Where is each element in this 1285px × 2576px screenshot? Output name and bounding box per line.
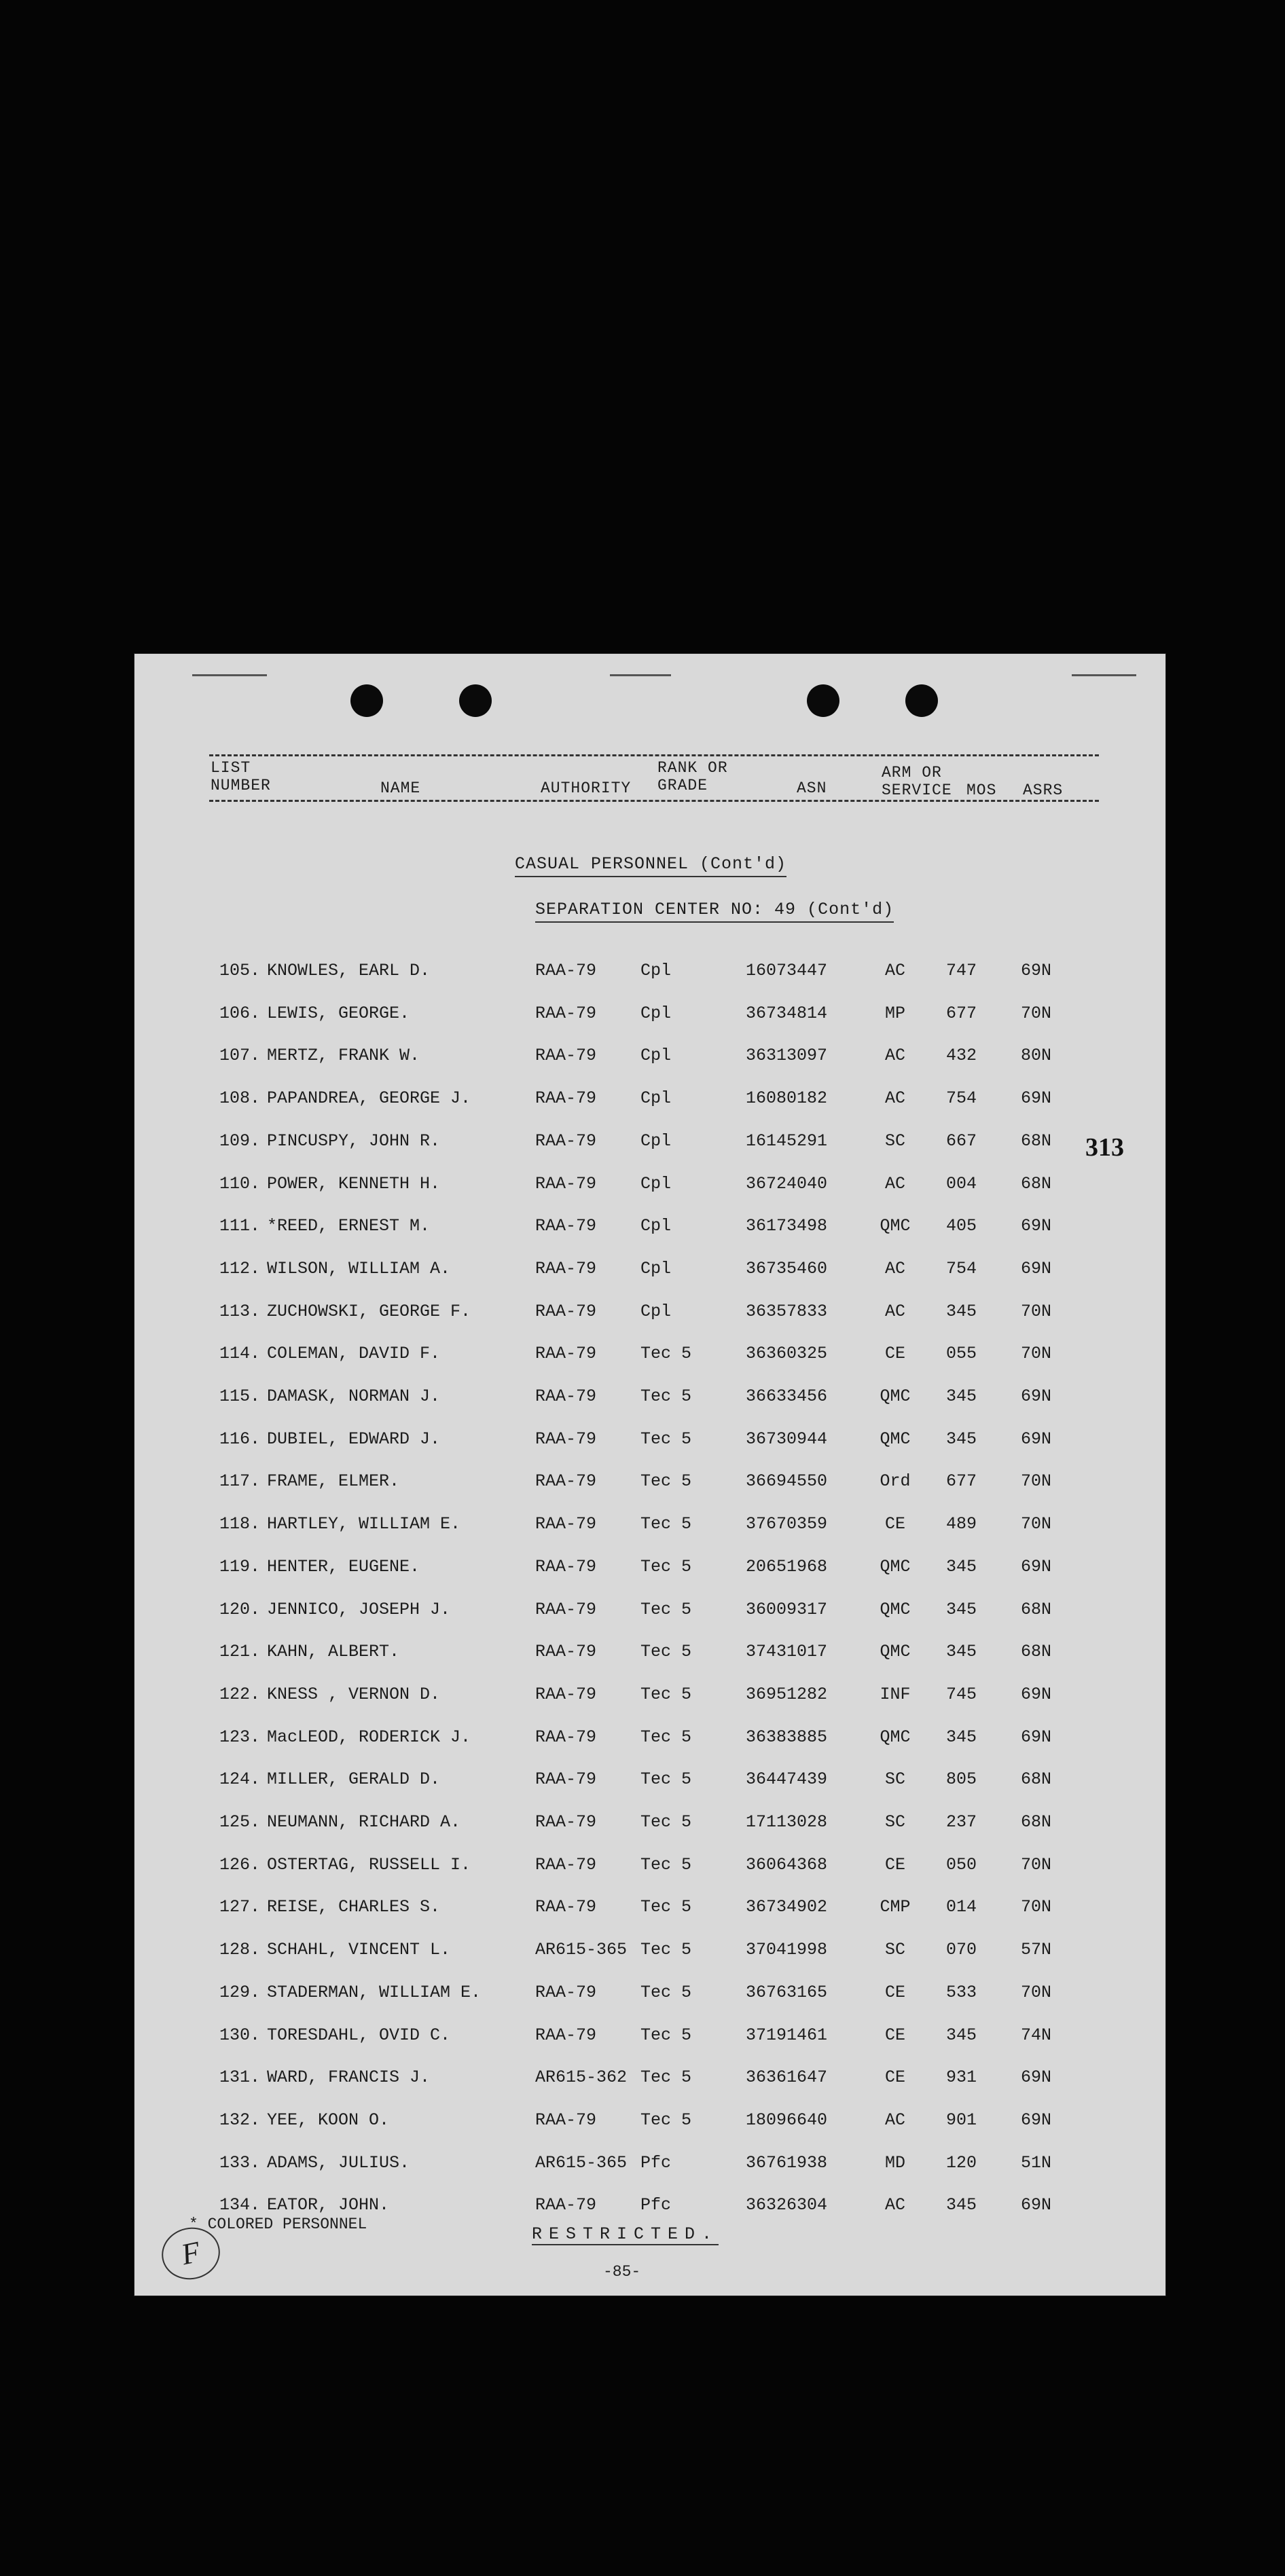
cell-num: 131. [219,2067,260,2088]
punch-hole [905,684,938,717]
header-asn: ASN [797,779,827,797]
cell-auth: AR615-365 [535,2152,628,2173]
cell-grade: Tec 5 [640,1982,692,2002]
cell-auth: RAA-79 [535,1684,597,1704]
cell-mos: 345 [946,1429,977,1449]
cell-asn: 36724040 [746,1173,828,1194]
cell-name: *REED, ERNEST M. [267,1216,431,1236]
cell-arm: CE [884,1854,905,1875]
cell-mos: 754 [946,1088,977,1109]
table-row [134,1004,1165,1046]
cell-asn: 36357833 [746,1301,828,1321]
table-row [134,1983,1165,2025]
cell-arm: QMC [880,1216,911,1236]
cell-auth: RAA-79 [535,1854,597,1875]
cell-grade: Tec 5 [640,1769,692,1790]
cell-mos: 677 [946,1471,977,1492]
cell-grade: Cpl [640,1088,672,1109]
cell-asrs: 69N [1021,1556,1052,1577]
punch-hole [350,684,383,717]
cell-asn: 36735460 [746,1258,828,1278]
cell-auth: RAA-79 [535,2110,597,2130]
table-row [134,1642,1165,1684]
header-rule-top [209,754,1099,756]
cell-auth: RAA-79 [535,1642,597,1662]
cell-auth: RAA-79 [535,1173,597,1194]
table-row [134,1940,1165,1982]
header-asrs: ASRS [1023,781,1064,799]
table-row [134,2153,1165,2195]
table-row [134,1600,1165,1642]
table-row [134,1769,1165,1811]
cell-name: EATOR, JOHN. [267,2195,390,2215]
cell-name: TORESDAHL, OVID C. [267,2025,451,2045]
cell-asn: 36951282 [746,1684,828,1704]
cell-arm: SC [884,1812,905,1832]
staple-mark [192,674,267,676]
header-list-number: LIST NUMBER [211,759,271,794]
cell-asrs: 68N [1021,1599,1052,1619]
cell-grade: Tec 5 [640,2067,692,2088]
cell-name: POWER, KENNETH H. [267,1173,441,1194]
cell-asrs: 68N [1021,1173,1052,1194]
cell-asrs: 69N [1021,1684,1052,1704]
cell-arm: CE [884,2025,905,2045]
cell-name: KNOWLES, EARL D. [267,961,431,980]
cell-grade: Cpl [640,961,672,980]
punch-hole [807,684,839,717]
cell-name: REISE, CHARLES S. [267,1897,441,1917]
table-row [134,1088,1165,1130]
cell-mos: 070 [946,1940,977,1960]
cell-mos: 055 [946,1344,977,1364]
cell-asn: 37431017 [746,1642,828,1662]
cell-name: PINCUSPY, JOHN R. [267,1130,441,1151]
cell-asrs: 69N [1021,2195,1052,2215]
cell-arm: AC [884,1173,905,1194]
cell-auth: RAA-79 [535,961,597,980]
table-row [134,961,1165,1003]
cell-asrs: 69N [1021,961,1052,980]
cell-arm: CE [884,1982,905,2002]
cell-name: OSTERTAG, RUSSELL I. [267,1854,471,1875]
cell-asn: 16080182 [746,1088,828,1109]
cell-arm: AC [884,1088,905,1109]
cell-auth: RAA-79 [535,2195,597,2215]
cell-name: MILLER, GERALD D. [267,1769,441,1790]
cell-asn: 36009317 [746,1599,828,1619]
cell-asn: 36734814 [746,1003,828,1023]
cell-num: 124. [219,1769,260,1790]
header-rule-bottom [209,800,1099,802]
cell-num: 115. [219,1386,260,1406]
cell-asrs: 69N [1021,1727,1052,1747]
cell-asn: 36173498 [746,1216,828,1236]
cell-asn: 36633456 [746,1386,828,1406]
cell-asrs: 70N [1021,1301,1052,1321]
cell-num: 130. [219,2025,260,2045]
staple-mark [1072,674,1136,676]
cell-asn: 36447439 [746,1769,828,1790]
table-row [134,1855,1165,1897]
cell-arm: CE [884,1514,905,1534]
cell-mos: 014 [946,1897,977,1917]
cell-grade: Cpl [640,1003,672,1023]
table-row [134,1174,1165,1216]
cell-mos: 345 [946,1727,977,1747]
cell-num: 112. [219,1258,260,1278]
cell-num: 105. [219,961,260,980]
cell-grade: Cpl [640,1301,672,1321]
cell-arm: SC [884,1130,905,1151]
cell-grade: Tec 5 [640,1812,692,1832]
cell-num: 127. [219,1897,260,1917]
cell-mos: 345 [946,1642,977,1662]
cell-grade: Tec 5 [640,1429,692,1449]
header-mos: MOS [966,781,997,799]
cell-num: 107. [219,1046,260,1066]
cell-num: 123. [219,1727,260,1747]
cell-num: 119. [219,1556,260,1577]
cell-auth: RAA-79 [535,1088,597,1109]
cell-mos: 432 [946,1046,977,1066]
table-row [134,1302,1165,1344]
cell-asn: 36313097 [746,1046,828,1066]
cell-asn: 16145291 [746,1130,828,1151]
cell-asrs: 70N [1021,1897,1052,1917]
cell-mos: 120 [946,2152,977,2173]
cell-grade: Tec 5 [640,2025,692,2045]
cell-mos: 237 [946,1812,977,1832]
cell-asrs: 70N [1021,1003,1052,1023]
circled-initial: F [157,2222,225,2285]
cell-name: MacLEOD, RODERICK J. [267,1727,471,1747]
cell-asn: 37041998 [746,1940,828,1960]
cell-auth: RAA-79 [535,1982,597,2002]
cell-name: WARD, FRANCIS J. [267,2067,431,2088]
cell-name: PAPANDREA, GEORGE J. [267,1088,471,1109]
cell-num: 110. [219,1173,260,1194]
cell-arm: Ord [880,1471,911,1492]
cell-mos: 345 [946,2025,977,2045]
cell-mos: 345 [946,1301,977,1321]
cell-asn: 36763165 [746,1982,828,2002]
table-row [134,1557,1165,1599]
cell-asrs: 68N [1021,1769,1052,1790]
cell-asn: 36360325 [746,1344,828,1364]
cell-grade: Tec 5 [640,1344,692,1364]
cell-arm: QMC [880,1386,911,1406]
cell-asrs: 70N [1021,1982,1052,2002]
cell-arm: AC [884,1046,905,1066]
table-row [134,1046,1165,1088]
table-row [134,1471,1165,1513]
cell-auth: RAA-79 [535,2025,597,2045]
cell-arm: AC [884,2195,905,2215]
table-row [134,2025,1165,2067]
document-page [134,654,1165,2296]
cell-auth: RAA-79 [535,1386,597,1406]
cell-asn: 36761938 [746,2152,828,2173]
cell-arm: CE [884,2067,905,2088]
cell-name: HARTLEY, WILLIAM E. [267,1514,461,1534]
table-row [134,1685,1165,1727]
cell-arm: SC [884,1940,905,1960]
cell-grade: Tec 5 [640,2110,692,2130]
cell-name: DAMASK, NORMAN J. [267,1386,441,1406]
cell-auth: RAA-79 [535,1769,597,1790]
cell-mos: 345 [946,2195,977,2215]
cell-name: ADAMS, JULIUS. [267,2152,410,2173]
cell-arm: AC [884,1301,905,1321]
cell-name: KNESS , VERNON D. [267,1684,441,1704]
cell-mos: 747 [946,961,977,980]
cell-arm: QMC [880,1642,911,1662]
cell-asrs: 69N [1021,2067,1052,2088]
cell-num: 129. [219,1982,260,2002]
cell-auth: RAA-79 [535,1258,597,1278]
cell-arm: MP [884,1003,905,1023]
cell-mos: 345 [946,1599,977,1619]
cell-num: 117. [219,1471,260,1492]
cell-grade: Cpl [640,1258,672,1278]
cell-grade: Tec 5 [640,1940,692,1960]
cell-asrs: 69N [1021,1429,1052,1449]
cell-mos: 345 [946,1556,977,1577]
table-row [134,1131,1165,1173]
cell-asrs: 70N [1021,1854,1052,1875]
cell-name: ZUCHOWSKI, GEORGE F. [267,1301,471,1321]
cell-asn: 37670359 [746,1514,828,1534]
table-row [134,1344,1165,1386]
cell-asn: 37191461 [746,2025,828,2045]
cell-asrs: 51N [1021,2152,1052,2173]
cell-asn: 36694550 [746,1471,828,1492]
cell-arm: QMC [880,1727,911,1747]
cell-asn: 36383885 [746,1727,828,1747]
cell-arm: QMC [880,1429,911,1449]
cell-auth: RAA-79 [535,1556,597,1577]
header-rank: RANK OR GRADE [657,759,728,794]
restricted-stamp: RESTRICTED. [532,2224,719,2244]
cell-num: 122. [219,1684,260,1704]
cell-num: 109. [219,1130,260,1151]
cell-auth: RAA-79 [535,1812,597,1832]
cell-grade: Cpl [640,1216,672,1236]
cell-auth: RAA-79 [535,1216,597,1236]
cell-asrs: 69N [1021,1216,1052,1236]
cell-grade: Tec 5 [640,1684,692,1704]
center-title: SEPARATION CENTER NO: 49 (Cont'd) [535,900,894,919]
cell-asn: 36361647 [746,2067,828,2088]
cell-auth: RAA-79 [535,1514,597,1534]
cell-num: 121. [219,1642,260,1662]
cell-asn: 36064368 [746,1854,828,1875]
cell-arm: MD [884,2152,905,2173]
header-name: NAME [380,779,421,797]
cell-arm: QMC [880,1556,911,1577]
cell-arm: AC [884,1258,905,1278]
cell-grade: Tec 5 [640,1471,692,1492]
cell-num: 111. [219,1216,260,1236]
cell-num: 113. [219,1301,260,1321]
table-row [134,2110,1165,2152]
cell-grade: Cpl [640,1130,672,1151]
cell-asn: 18096640 [746,2110,828,2130]
margin-page-number: 313 [1085,1133,1124,1162]
cell-arm: AC [884,961,905,980]
cell-asn: 16073447 [746,961,828,980]
cell-mos: 345 [946,1386,977,1406]
table-row [134,1812,1165,1854]
cell-mos: 050 [946,1854,977,1875]
cell-num: 126. [219,1854,260,1875]
cell-asrs: 57N [1021,1940,1052,1960]
cell-mos: 901 [946,2110,977,2130]
cell-asrs: 68N [1021,1130,1052,1151]
cell-mos: 405 [946,1216,977,1236]
cell-name: MERTZ, FRANK W. [267,1046,420,1066]
cell-name: COLEMAN, DAVID F. [267,1344,441,1364]
cell-asrs: 69N [1021,1386,1052,1406]
cell-mos: 667 [946,1130,977,1151]
cell-mos: 754 [946,1258,977,1278]
table-row [134,1259,1165,1301]
cell-asn: 36730944 [746,1429,828,1449]
cell-mos: 533 [946,1982,977,2002]
cell-num: 132. [219,2110,260,2130]
cell-name: DUBIEL, EDWARD J. [267,1429,441,1449]
cell-name: SCHAHL, VINCENT L. [267,1940,451,1960]
cell-asrs: 69N [1021,1088,1052,1109]
cell-asn: 20651968 [746,1556,828,1577]
cell-num: 120. [219,1599,260,1619]
punch-hole [459,684,492,717]
cell-name: JENNICO, JOSEPH J. [267,1599,451,1619]
cell-asrs: 70N [1021,1344,1052,1364]
cell-grade: Pfc [640,2195,672,2215]
cell-mos: 677 [946,1003,977,1023]
cell-auth: RAA-79 [535,1130,597,1151]
cell-name: HENTER, EUGENE. [267,1556,420,1577]
table-row [134,1897,1165,1939]
cell-asrs: 69N [1021,1258,1052,1278]
footnote: * COLORED PERSONNEL [189,2215,367,2233]
cell-name: FRAME, ELMER. [267,1471,400,1492]
cell-name: YEE, KOON O. [267,2110,390,2130]
cell-num: 106. [219,1003,260,1023]
section-title: CASUAL PERSONNEL (Cont'd) [515,854,786,874]
cell-asrs: 68N [1021,1642,1052,1662]
header-arm: ARM OR SERVICE [882,764,952,799]
cell-auth: RAA-79 [535,1046,597,1066]
cell-asrs: 70N [1021,1471,1052,1492]
cell-grade: Tec 5 [640,1514,692,1534]
cell-grade: Cpl [640,1173,672,1194]
cell-grade: Tec 5 [640,1386,692,1406]
cell-asrs: 70N [1021,1514,1052,1534]
cell-mos: 004 [946,1173,977,1194]
cell-arm: CE [884,1344,905,1364]
cell-asn: 36326304 [746,2195,828,2215]
cell-auth: RAA-79 [535,1344,597,1364]
cell-auth: RAA-79 [535,1897,597,1917]
cell-mos: 745 [946,1684,977,1704]
cell-mos: 931 [946,2067,977,2088]
cell-arm: INF [880,1684,911,1704]
cell-asrs: 68N [1021,1812,1052,1832]
cell-name: LEWIS, GEORGE. [267,1003,410,1023]
cell-grade: Tec 5 [640,1727,692,1747]
cell-grade: Tec 5 [640,1642,692,1662]
staple-mark [610,674,671,676]
cell-auth: RAA-79 [535,1301,597,1321]
table-row [134,1727,1165,1769]
cell-mos: 805 [946,1769,977,1790]
cell-auth: RAA-79 [535,1599,597,1619]
cell-auth: RAA-79 [535,1727,597,1747]
cell-num: 134. [219,2195,260,2215]
table-row [134,1386,1165,1429]
cell-grade: Pfc [640,2152,672,2173]
cell-num: 116. [219,1429,260,1449]
cell-auth: AR615-365 [535,1940,628,1960]
table-row [134,1216,1165,1258]
cell-arm: QMC [880,1599,911,1619]
cell-asrs: 69N [1021,2110,1052,2130]
cell-arm: SC [884,1769,905,1790]
cell-name: STADERMAN, WILLIAM E. [267,1982,482,2002]
cell-auth: AR615-362 [535,2067,628,2088]
cell-name: NEUMANN, RICHARD A. [267,1812,461,1832]
cell-grade: Tec 5 [640,1599,692,1619]
cell-mos: 489 [946,1514,977,1534]
header-authority: AUTHORITY [541,779,632,797]
cell-num: 118. [219,1514,260,1534]
table-row [134,1429,1165,1471]
table-row [134,1514,1165,1556]
cell-asrs: 80N [1021,1046,1052,1066]
cell-num: 108. [219,1088,260,1109]
cell-num: 114. [219,1344,260,1364]
cell-num: 133. [219,2152,260,2173]
cell-asn: 36734902 [746,1897,828,1917]
cell-grade: Tec 5 [640,1897,692,1917]
cell-num: 128. [219,1940,260,1960]
cell-num: 125. [219,1812,260,1832]
cell-arm: AC [884,2110,905,2130]
cell-asn: 17113028 [746,1812,828,1832]
cell-grade: Tec 5 [640,1556,692,1577]
cell-auth: RAA-79 [535,1471,597,1492]
cell-asrs: 74N [1021,2025,1052,2045]
cell-name: KAHN, ALBERT. [267,1642,400,1662]
cell-grade: Cpl [640,1046,672,1066]
page-number: -85- [603,2263,641,2281]
cell-auth: RAA-79 [535,1429,597,1449]
cell-auth: RAA-79 [535,1003,597,1023]
table-row [134,2067,1165,2110]
cell-grade: Tec 5 [640,1854,692,1875]
cell-arm: CMP [880,1897,911,1917]
cell-name: WILSON, WILLIAM A. [267,1258,451,1278]
